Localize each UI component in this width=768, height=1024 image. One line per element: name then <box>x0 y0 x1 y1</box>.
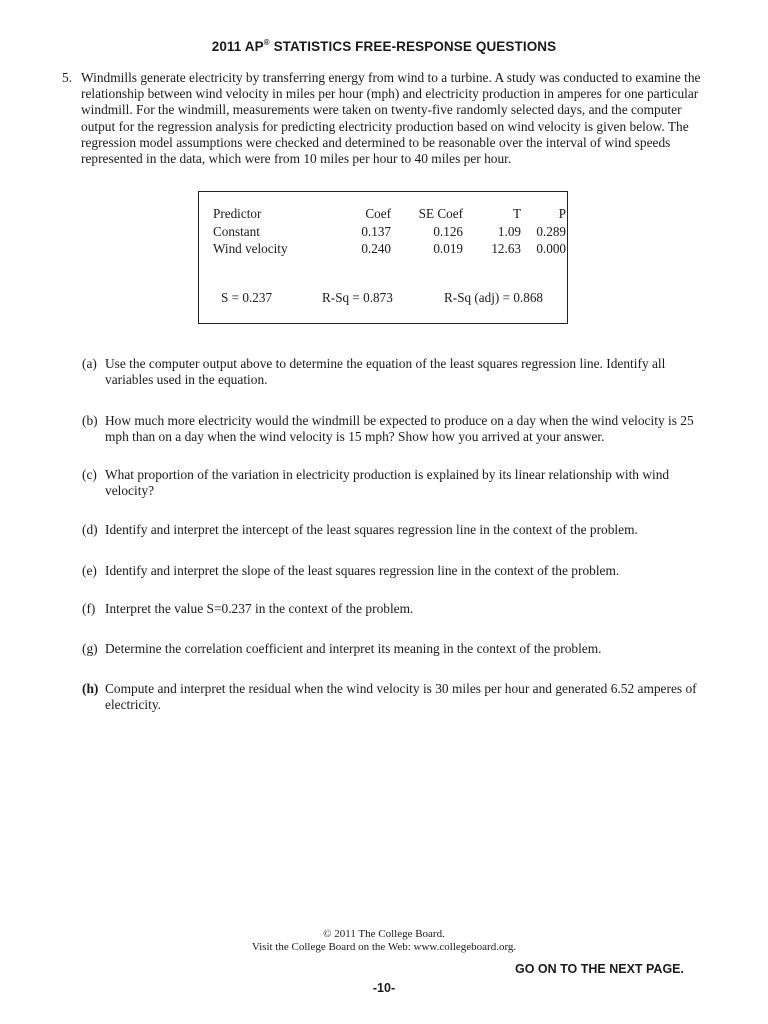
predictor-wind-velocity: Wind velocity <box>213 241 288 256</box>
col-header-p: P <box>558 206 566 221</box>
part-label: (g) <box>82 641 98 656</box>
question-number: 5. <box>62 70 73 85</box>
wind-velocity-p: 0.000 <box>536 241 566 256</box>
part-text: Compute and interpret the residual when the wind velocity is 30 miles per hour and generated 6.52 amperes of electricity. <box>105 681 697 713</box>
registered-mark: ® <box>263 38 270 47</box>
constant-t: 1.09 <box>497 223 521 239</box>
part-label: (e) <box>82 563 97 578</box>
part-e <box>82 563 702 579</box>
wind-velocity-coef: 0.240 <box>361 241 391 256</box>
wind-velocity-t: 12.63 <box>491 241 521 256</box>
col-header-coef: Coef <box>365 206 391 221</box>
part-text: Identify and interpret the slope of the least squares regression line in the context of the problem. <box>105 563 620 578</box>
r-sq-value: R-Sq = 0.873 <box>322 290 393 305</box>
part-b <box>82 413 702 445</box>
part-text: How much more electricity would the windmill be expected to produce on a day when the wind velocity is 25 mph than on a day when the wind velocity is 15 mph? Show how you arrived at your answer. <box>105 413 694 445</box>
title-prefix: 2011 AP <box>211 39 264 54</box>
r-sq-adj-value: R-Sq (adj) = 0.868 <box>444 290 544 305</box>
page-footer <box>0 928 768 953</box>
part-f <box>82 601 702 617</box>
col-header-t: T <box>512 206 521 221</box>
part-label: (h) <box>82 681 99 696</box>
website-notice: Visit the College Board on the Web: www.collegeboard.org. <box>251 940 517 953</box>
page-number: -10- <box>372 981 396 995</box>
constant-se-coef: 0.126 <box>433 223 463 239</box>
go-on-notice: GO ON TO THE NEXT PAGE. <box>514 962 684 976</box>
question-5 <box>62 70 712 167</box>
part-text: Determine the correlation coefficient and interpret its meaning in the context of the problem. <box>105 641 602 656</box>
wind-velocity-se-coef: 0.019 <box>433 241 463 256</box>
part-h <box>82 681 702 713</box>
regression-output-box <box>198 191 568 324</box>
copyright-notice: © 2011 The College Board. <box>323 928 445 940</box>
part-label: (f) <box>82 601 96 616</box>
constant-coef: 0.137 <box>361 223 391 239</box>
part-text: Use the computer output above to determine the equation of the least squares regression line. Identify all variables used in the equation. <box>105 356 666 388</box>
part-text: Interpret the value S=0.237 in the context of the problem. <box>105 601 414 616</box>
page-title <box>0 38 768 54</box>
col-header-predictor: Predictor <box>213 206 262 221</box>
part-text: What proportion of the variation in electricity production is explained by its linear relationship with wind velocity? <box>105 467 670 499</box>
regression-header-row <box>213 205 566 223</box>
col-header-se-coef: SE Coef <box>418 206 463 221</box>
part-label: (b) <box>82 413 98 428</box>
regression-table <box>213 205 566 258</box>
part-label: (d) <box>82 522 98 537</box>
s-value: S = 0.237 <box>221 290 273 305</box>
part-g <box>82 641 702 657</box>
part-d <box>82 522 702 538</box>
part-a <box>82 356 702 388</box>
question-stem: Windmills generate electricity by transferring energy from wind to a turbine. A study was conducted to examine the relationship between wind velocity in miles per hour (mph) and electricity production in amperes for one particular windmill. For the windmill, measurements were taken on twenty-five randomly selected days, and the computer output for the regression analysis for predicting electricity production based on wind velocity is given below. The regression model assumptions were checked and determined to be reasonable over the interval of wind speeds represented in the data, which were from 10 miles per hour to 40 miles per hour. <box>81 70 701 167</box>
table-row <box>213 223 566 241</box>
part-text: Identify and interpret the intercept of the least squares regression line in the context of the problem. <box>105 522 638 537</box>
constant-p: 0.289 <box>536 223 566 239</box>
part-c <box>82 467 702 499</box>
part-label: (a) <box>82 356 97 371</box>
table-row <box>213 240 566 258</box>
part-label: (c) <box>82 467 97 482</box>
title-suffix: STATISTICS FREE-RESPONSE QUESTIONS <box>269 39 557 54</box>
predictor-constant: Constant <box>213 223 260 239</box>
